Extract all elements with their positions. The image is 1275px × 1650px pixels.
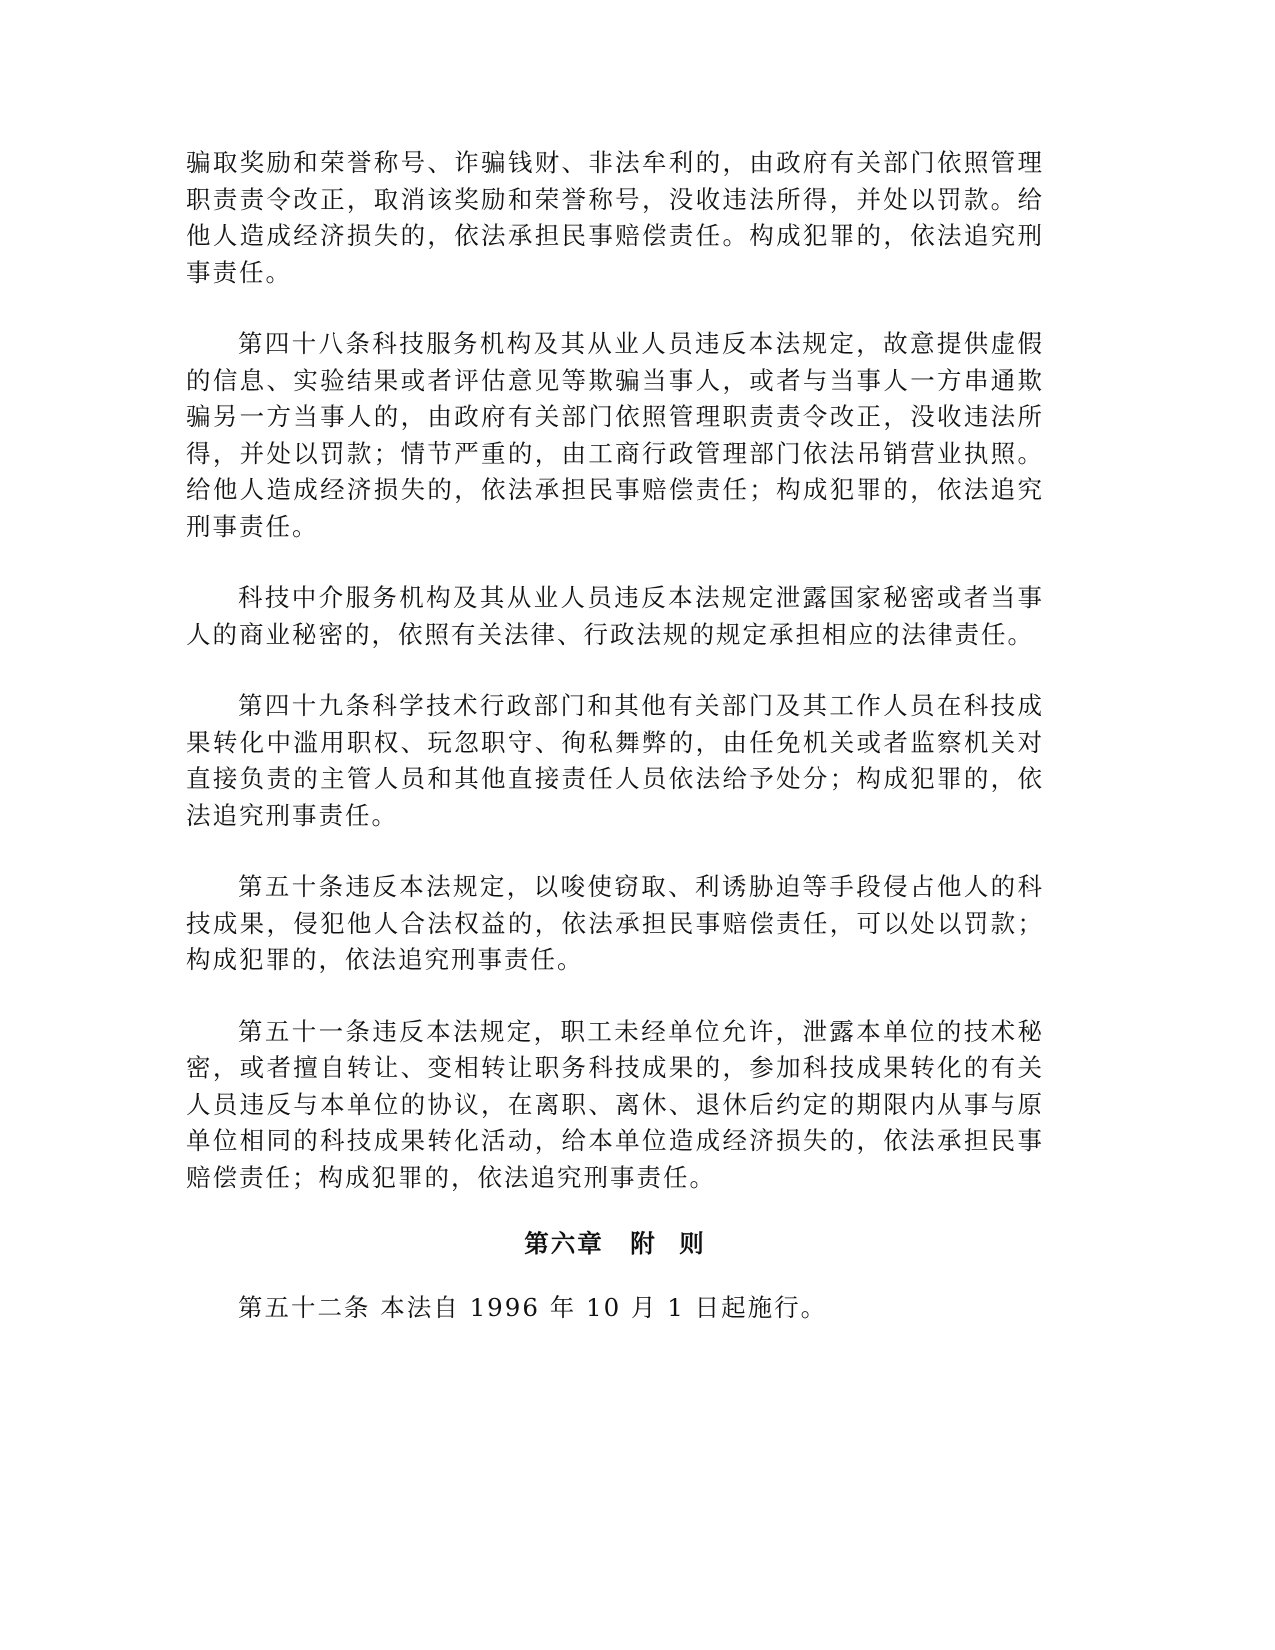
- article-52: 第五十二条 本法自 1996 年 10 月 1 日起施行。: [238, 1293, 828, 1322]
- paragraph-continuation: 骗取奖励和荣誉称号、诈骗钱财、非法牟利的，由政府有关部门依照管理职责责令改正，取消该奖励和荣誉称号，没收违法所得，并处以罚款。给他人造成经济损失的，依法承担民事赔偿责任。构成犯罪的，依法追究刑事责任。: [186, 148, 1044, 287]
- article-49: 第四十九条科学技术行政部门和其他有关部门及其工作人员在科技成果转化中滥用职权、玩忽职守、徇私舞弊的，由任免机关或者监察机关对直接负责的主管人员和其他直接责任人员依法给予处分；构成犯罪的，依法追究刑事责任。: [186, 691, 1044, 830]
- paragraph-gap: [186, 979, 1044, 1014]
- paragraph-gap: [186, 653, 1044, 688]
- chapter-heading: 第六章 附 则: [524, 1229, 706, 1258]
- article-50: 第五十条违反本法规定，以唆使窃取、利诱胁迫等手段侵占他人的科技成果，侵犯他人合法权益的，依法承担民事赔偿责任，可以处以罚款；构成犯罪的，依法追究刑事责任。: [186, 872, 1044, 974]
- article-51: 第五十一条违反本法规定，职工未经单位允许，泄露本单位的技术秘密，或者擅自转让、变相转让职务科技成果的，参加科技成果转化的有关人员违反与本单位的协议，在离职、离休、退休后约定的期限内从事与原单位相同的科技成果转化活动，给本单位造成经济损失的，依法承担民事赔偿责任；构成犯罪的，依法追究刑事责任。: [186, 1016, 1044, 1192]
- paragraph-gap: [186, 834, 1044, 869]
- paragraph-gap: [186, 1196, 1044, 1226]
- document-page: [186, 145, 1044, 1327]
- paragraph-gap: [186, 545, 1044, 580]
- paragraph-gap: [186, 1262, 1044, 1290]
- article-48-clause-2: 科技中介服务机构及其从业人员违反本法规定泄露国家秘密或者当事人的商业秘密的，依照有关法律、行政法规的规定承担相应的法律责任。: [186, 583, 1044, 649]
- paragraph-gap: [186, 291, 1044, 326]
- article-48: 第四十八条科技服务机构及其从业人员违反本法规定，故意提供虚假的信息、实验结果或者评估意见等欺骗当事人，或者与当事人一方串通欺骗另一方当事人的，由政府有关部门依照管理职责责令改正，没收违法所得，并处以罚款；情节严重的，由工商行政管理部门依法吊销营业执照。给他人造成经济损失的，依法承担民事赔偿责任；构成犯罪的，依法追究刑事责任。: [186, 329, 1044, 541]
